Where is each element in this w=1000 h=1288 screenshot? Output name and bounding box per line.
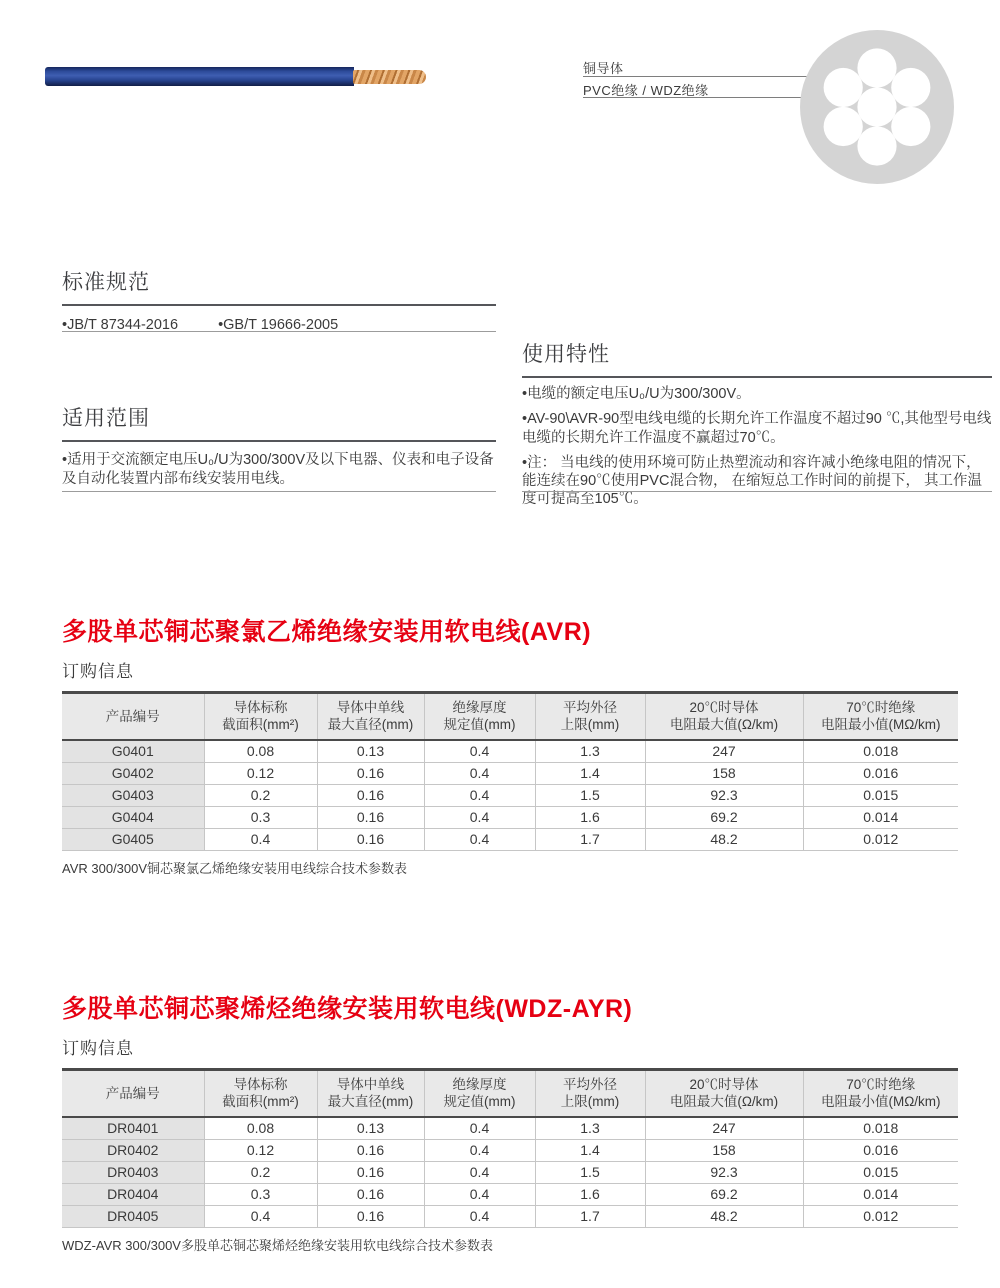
value-cell: 0.08 — [204, 1117, 317, 1140]
value-cell: 0.015 — [803, 784, 958, 806]
scope-section — [62, 402, 496, 492]
table-row — [62, 1183, 958, 1205]
value-cell: 0.16 — [317, 762, 424, 784]
value-cell: 0.4 — [424, 762, 535, 784]
usage-title-rule — [522, 376, 992, 378]
value-cell: 0.4 — [424, 1117, 535, 1140]
value-cell: 92.3 — [645, 784, 803, 806]
value-cell: 1.3 — [535, 1117, 645, 1140]
value-cell: 1.4 — [535, 762, 645, 784]
table-row — [62, 1117, 958, 1140]
table-row — [62, 740, 958, 763]
value-cell: 0.16 — [317, 828, 424, 850]
table-caption-wdz-ayr: WDZ-AVR 300/300V多股单芯铜芯聚烯烃绝缘安装用软电线综合技术参数表 — [62, 1237, 493, 1253]
product-code-cell: G0403 — [62, 784, 204, 806]
table-row — [62, 1205, 958, 1227]
wire-copper-strands-image — [353, 70, 426, 84]
product-code-cell: DR0404 — [62, 1183, 204, 1205]
value-cell: 247 — [645, 1117, 803, 1140]
column-header: 平均外径 上限(mm) — [535, 693, 645, 740]
insulation-leader-line — [583, 97, 812, 98]
value-cell: 1.3 — [535, 740, 645, 763]
value-cell: 0.16 — [317, 1205, 424, 1227]
value-cell: 0.12 — [204, 1139, 317, 1161]
value-cell: 0.4 — [424, 1161, 535, 1183]
value-cell: 158 — [645, 762, 803, 784]
conductor-callout-label: 铜导体 — [583, 61, 624, 76]
value-cell: 0.4 — [424, 1183, 535, 1205]
spec-table-wdz-ayr — [62, 1068, 958, 1228]
column-header: 20℃时导体 电阻最大值(Ω/km) — [645, 693, 803, 740]
value-cell: 0.2 — [204, 1161, 317, 1183]
value-cell: 0.018 — [803, 740, 958, 763]
value-cell: 1.5 — [535, 1161, 645, 1183]
value-cell: 69.2 — [645, 1183, 803, 1205]
value-cell: 0.16 — [317, 806, 424, 828]
column-header: 导体中单线 最大直径(mm) — [317, 693, 424, 740]
value-cell: 48.2 — [645, 828, 803, 850]
column-header: 导体标称 截面积(mm²) — [204, 1070, 317, 1117]
scope-body: •适用于交流额定电压U₀/U为300/300V及以下电器、仪表和电子设备及自动化装置内部布线安装用电线。 — [62, 452, 494, 488]
product-code-cell: G0402 — [62, 762, 204, 784]
column-header: 平均外径 上限(mm) — [535, 1070, 645, 1117]
value-cell: 0.3 — [204, 1183, 317, 1205]
value-cell: 158 — [645, 1139, 803, 1161]
scope-bottom-rule — [62, 491, 496, 492]
product-code-cell: G0404 — [62, 806, 204, 828]
table-row — [62, 1139, 958, 1161]
value-cell: 0.13 — [317, 1117, 424, 1140]
table-caption-avr: AVR 300/300V铜芯聚氯乙烯绝缘安装用电线综合技术参数表 — [62, 860, 408, 876]
value-cell: 0.4 — [204, 1205, 317, 1227]
wire-insulation-image — [45, 67, 354, 86]
product-code-cell: DR0402 — [62, 1139, 204, 1161]
value-cell: 0.4 — [424, 1139, 535, 1161]
column-header: 产品编号 — [62, 1070, 204, 1117]
value-cell: 0.3 — [204, 806, 317, 828]
column-header: 导体标称 截面积(mm²) — [204, 693, 317, 740]
insulation-callout-label: PVC绝缘 / WDZ绝缘 — [583, 83, 709, 98]
product-section-wdz-ayr — [62, 989, 958, 1254]
product-code-cell: DR0405 — [62, 1205, 204, 1227]
scope-title: 适用范围 — [62, 407, 150, 430]
column-header: 导体中单线 最大直径(mm) — [317, 1070, 424, 1117]
table-row — [62, 806, 958, 828]
column-header: 绝缘厚度 规定值(mm) — [424, 693, 535, 740]
order-info-label: 订购信息 — [62, 1039, 134, 1058]
column-header: 70℃时绝缘 电阻最小值(MΩ/km) — [803, 1070, 958, 1117]
standards-title-rule — [62, 304, 496, 306]
usage-bottom-rule — [522, 491, 992, 492]
value-cell: 0.08 — [204, 740, 317, 763]
value-cell: 0.4 — [424, 828, 535, 850]
value-cell: 0.16 — [317, 1161, 424, 1183]
value-cell: 0.016 — [803, 1139, 958, 1161]
table-row — [62, 784, 958, 806]
standards-section — [62, 266, 496, 332]
product-title-wdz-ayr: 多股单芯铜芯聚烯烃绝缘安装用软电线(WDZ-AYR) — [62, 995, 633, 1023]
value-cell: 0.4 — [424, 784, 535, 806]
usage-title: 使用特性 — [522, 343, 610, 366]
wire-cross-section-diagram — [799, 29, 955, 185]
column-header: 产品编号 — [62, 693, 204, 740]
usage-bullet: •电缆的额定电压U₀/U为300/300V。 — [522, 386, 751, 402]
value-cell: 247 — [645, 740, 803, 763]
product-code-cell: G0405 — [62, 828, 204, 850]
column-header: 20℃时导体 电阻最大值(Ω/km) — [645, 1070, 803, 1117]
value-cell: 1.6 — [535, 1183, 645, 1205]
product-code-cell: DR0403 — [62, 1161, 204, 1183]
value-cell: 1.7 — [535, 828, 645, 850]
value-cell: 0.018 — [803, 1117, 958, 1140]
table-row — [62, 828, 958, 850]
value-cell: 0.16 — [317, 1183, 424, 1205]
value-cell: 0.13 — [317, 740, 424, 763]
standard-item: •JB/T 87344-2016 — [62, 317, 179, 333]
value-cell: 0.016 — [803, 762, 958, 784]
standard-item: •GB/T 19666-2005 — [218, 317, 339, 333]
column-header: 70℃时绝缘 电阻最小值(MΩ/km) — [803, 693, 958, 740]
standards-bottom-rule — [62, 331, 496, 332]
header-row — [62, 693, 958, 740]
value-cell: 1.6 — [535, 806, 645, 828]
value-cell: 0.012 — [803, 828, 958, 850]
product-code-cell: DR0401 — [62, 1117, 204, 1140]
value-cell: 0.014 — [803, 1183, 958, 1205]
usage-section — [522, 338, 992, 508]
value-cell: 1.5 — [535, 784, 645, 806]
table-row — [62, 762, 958, 784]
standards-title: 标准规范 — [62, 271, 150, 294]
table-row — [62, 1161, 958, 1183]
product-code-cell: G0401 — [62, 740, 204, 763]
header-row — [62, 1070, 958, 1117]
value-cell: 0.4 — [424, 740, 535, 763]
spec-table-avr — [62, 691, 958, 851]
value-cell: 0.16 — [317, 784, 424, 806]
value-cell: 92.3 — [645, 1161, 803, 1183]
value-cell: 69.2 — [645, 806, 803, 828]
product-section-avr — [62, 612, 958, 877]
product-title-avr: 多股单芯铜芯聚氯乙烯绝缘安装用软电线(AVR) — [62, 618, 592, 646]
value-cell: 0.4 — [204, 828, 317, 850]
value-cell: 0.4 — [424, 1205, 535, 1227]
column-header: 绝缘厚度 规定值(mm) — [424, 1070, 535, 1117]
value-cell: 0.4 — [424, 806, 535, 828]
value-cell: 0.16 — [317, 1139, 424, 1161]
usage-bullet: •注： 当电线的使用环境可防止热塑流动和容许减小绝缘电阻的情况下， 能连续在90℃使用PVC混合物， 在缩短总工作时间的前提下， 其工作温度可提高至105℃。 — [522, 454, 982, 508]
value-cell: 48.2 — [645, 1205, 803, 1227]
scope-title-rule — [62, 440, 496, 442]
value-cell: 0.014 — [803, 806, 958, 828]
usage-bullet: •AV-90\AVR-90型电线电缆的长期允许工作温度不超过90 ℃,其他型号电线电缆的长期允许工作温度不赢超过70℃。 — [522, 411, 992, 446]
value-cell: 1.4 — [535, 1139, 645, 1161]
value-cell: 0.2 — [204, 784, 317, 806]
value-cell: 0.012 — [803, 1205, 958, 1227]
order-info-label: 订购信息 — [62, 662, 134, 681]
value-cell: 0.015 — [803, 1161, 958, 1183]
value-cell: 0.12 — [204, 762, 317, 784]
value-cell: 1.7 — [535, 1205, 645, 1227]
